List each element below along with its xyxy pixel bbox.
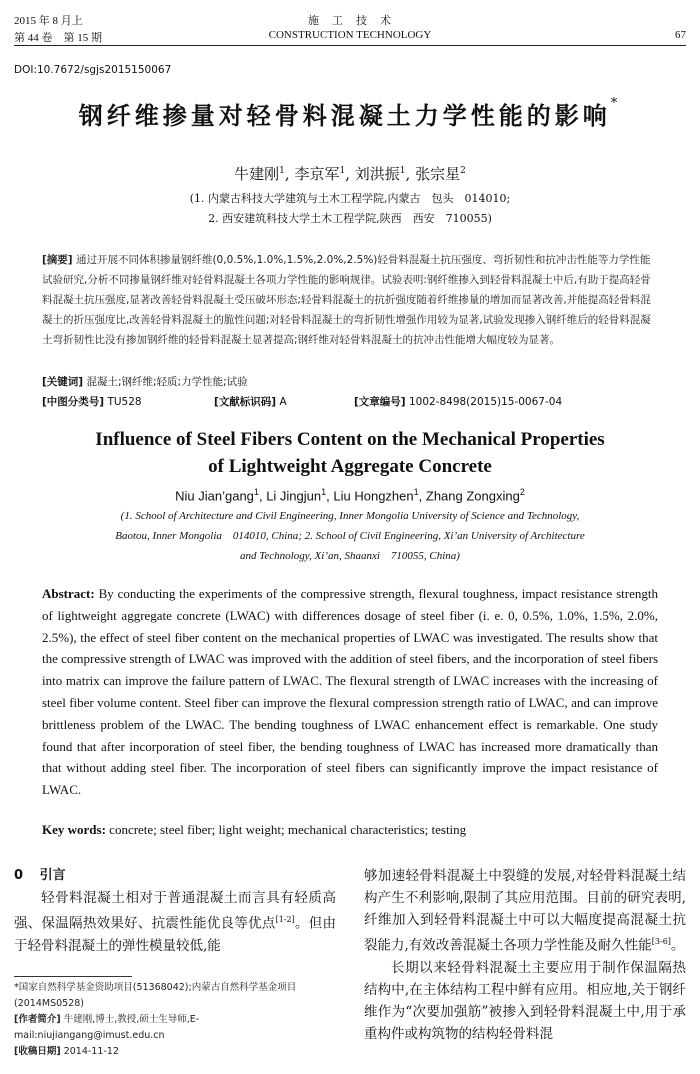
paragraph (14, 887, 336, 957)
header-journal-cn: 施 工 技 术 (308, 15, 392, 27)
header-date: 2015 年 8 月上 (14, 15, 83, 27)
footnote-received-text: 2014-11-12 (63, 1046, 119, 1057)
author-cn: 张宗星 (415, 165, 461, 183)
author-en: Liu Hongzhen (333, 488, 414, 504)
author-en: Li Jingjun (266, 488, 322, 504)
author-en-sep: , (258, 488, 263, 504)
author-en-sep: , (326, 488, 330, 504)
affiliation-cn-2: 2. 西安建筑科技大学土木工程学院,陕西 西安 710055) (208, 212, 492, 225)
author-cn-sep: , (405, 165, 411, 183)
footnote-fund: *国家自然科学基金资助项目(51368042);内蒙古自然科学基金项目(2014MS0528) (14, 982, 297, 1009)
title-en-line-1: Influence of Steel Fibers Content on the Mechanical Properties (95, 429, 605, 450)
header-journal-en: CONSTRUCTION TECHNOLOGY (268, 29, 432, 41)
affiliations-en (40, 506, 660, 566)
author-cn-sup: 2 (460, 166, 466, 176)
author-cn: 李京军 (294, 165, 340, 183)
section-title: 引言 (39, 868, 66, 883)
section-number: 0 (14, 868, 24, 883)
article-no-label: [文章编号] (354, 396, 406, 408)
author-cn-sep: , (284, 165, 290, 183)
author-en-sup: 1 (413, 487, 419, 497)
classification (42, 394, 142, 409)
doc-code-value: A (279, 396, 287, 408)
author-cn: 牛建刚 (234, 165, 280, 183)
author-en: Zhang Zongxing (425, 488, 520, 504)
affiliation-en-line: and Technology, Xi’an, Shaanxi 710055, China) (240, 550, 460, 562)
citation: [1-2] (275, 915, 295, 924)
footnote-author-text: 牛建刚,博士,教授,硕士生导师,E-mail:niujiangang@imust.edu.cn (14, 1014, 200, 1041)
paragraph (364, 865, 686, 957)
title-cn-mark: * (610, 96, 622, 111)
keywords-en-text: concrete; steel fiber; light weight; mechanical characteristics; testing (109, 822, 467, 837)
affiliation-en-line: Baotou, Inner Mongolia 014010, China; 2. School of Civil Engineering, Xi’an University of Architecture (115, 530, 585, 542)
author-cn-sep: , (345, 165, 350, 183)
footnote-received-label: [收稿日期] (14, 1046, 61, 1057)
title-cn-text: 钢纤维掺量对轻骨料混凝土力学性能的影响 (78, 101, 611, 130)
page-number: 67 (675, 29, 686, 41)
abstract-en (42, 583, 658, 801)
paragraph-text: 。 (670, 937, 685, 954)
keywords-en-label: Key words: (42, 822, 106, 837)
author-cn-sup: 1 (399, 166, 406, 176)
footnote-rule (14, 976, 132, 977)
author-en-sup: 2 (519, 487, 525, 497)
doi: DOI:10.7672/sgjs2015150067 (14, 64, 172, 76)
affiliation-en-line: (1. School of Architecture and Civil Engineering, Inner Mongolia University of Science and Technology, (120, 510, 580, 522)
footnote-author (14, 1012, 336, 1044)
author-en-sep: , (418, 488, 423, 504)
authors-cn (0, 163, 700, 184)
author-cn-sup: 1 (279, 166, 285, 176)
author-en-sup: 1 (253, 487, 259, 497)
abstract-en-text: By conducting the experiments of the compressive strength, flexural toughness, impact resistance strength of lightweight aggregate concrete (LWAC) with differences dosage of steel fiber (i. e. 0, 0.5%, 1.0%, 1.5%, 2.0%, 2.5%), the effect of steel fiber content on the mechanical properties of LWAC was investigated. The results show that the compressive strength of LWAC was improved with the addition of steel fibers, and the incorporation of steel fibers into matrix can improve the failure pattern of LWAC. The flexural strength of LWAC increases with the increasing of steel fiber volume content. Steel fiber can improve the flexural compression strength ratio of LWAC, and can improve brittleness problem of the LWAC. The bending toughness of LWAC enhancement effect is remarkable. One study found that after incorporation of steel fiber, the bending toughness of LWAC has increased more dramatically than that without adding steel fiber. The incorporation of steel fibers can significantly improve the impact resistance of LWAC. (42, 586, 659, 798)
abstract-cn-text: 通过开展不同体积掺量钢纤维(0,0.5%,1.0%,1.5%,2.0%,2.5%)轻骨料混凝土抗压强度、弯折韧性和抗冲击性能等力学性能试验研究,分析不同掺量钢纤维对轻骨料混凝土各项力学性能的影响规律。试验表明:钢纤维掺入到轻骨料混凝土中后,有助于提高轻骨料混凝土抗压强度,显著改善轻骨料混凝土受压破坏形态;轻骨料混凝土的抗折强度随着纤维掺量的增加而显著改善,并能提高轻骨料混凝土的折压强度比,改善轻骨料混凝土的脆性问题;对轻骨料混凝土的弯折韧性增强作用较为显著,试验发现掺入钢纤维后的轻骨料混凝土弯折韧性比没有掺加钢纤维的轻骨料混凝土显著提高;钢纤维对轻骨料混凝土的抗冲击性能增大幅度较为显著。 (42, 254, 651, 346)
footnote-author-label: [作者简介] (14, 1014, 61, 1025)
citation: [3-6] (651, 937, 671, 946)
body-column-left (14, 865, 336, 957)
abstract-cn-label: [摘要] (42, 254, 73, 266)
keywords-cn-text: 混凝土;钢纤维;轻质;力学性能;试验 (86, 376, 248, 388)
author-cn: 刘洪振 (354, 165, 400, 183)
title-en (40, 426, 660, 480)
paragraph-text: 。但由于轻骨料混凝土的弹性模量较低,能 (14, 915, 337, 954)
affiliation-cn-1: (1. 内蒙古科技大学建筑与土木工程学院,内蒙古 包头 014010; (189, 192, 511, 205)
title-en-line-2: of Lightweight Aggregate Concrete (208, 456, 492, 477)
keywords-cn-label: [关键词] (42, 376, 84, 388)
footnote-received (14, 1044, 336, 1060)
classification-label: [中图分类号] (42, 396, 105, 408)
paragraph-text: 够加速轻骨料混凝土中裂缝的发展,对轻骨料混凝土结构产生不利影响,限制了其应用范围。目前的研究表明,纤维加入到轻骨料混凝土中可以大幅度提高混凝土抗裂能力,有效改善混凝土各项力学性能及耐久性能 (364, 868, 686, 954)
body-column-right (364, 865, 686, 1045)
abstract-en-label: Abstract: (42, 586, 95, 601)
title-cn (0, 96, 700, 131)
doc-code-label: [文献标识码] (214, 396, 277, 408)
doc-code (214, 394, 287, 409)
section-heading (14, 865, 336, 887)
header-rule (14, 45, 686, 46)
header-volume: 第 44 卷 第 15 期 (14, 32, 102, 44)
abstract-cn (42, 250, 660, 350)
classification-value: TU528 (107, 396, 142, 408)
article-no (354, 394, 562, 409)
authors-en (0, 487, 700, 503)
paragraph: 长期以来轻骨料混凝土主要应用于制作保温隔热结构中,在主体结构工程中鲜有应用。相应地,关于钢纤维作为“次要加强筋”被掺入到轻骨料混凝土中,用于承重构件或构筑物的结构轻骨料混 (364, 959, 686, 1042)
article-no-value: 1002-8498(2015)15-0067-04 (408, 396, 563, 408)
footnotes (14, 980, 336, 1060)
paragraph-text: 轻骨料混凝土相对于普通混凝土而言具有轻质高强、保温隔热效果好、抗震性能优良等优点 (14, 890, 336, 932)
author-en-sup: 1 (321, 487, 327, 497)
keywords-cn (42, 374, 660, 389)
author-cn-sup: 1 (339, 166, 346, 176)
keywords-en (42, 822, 658, 838)
author-en: Niu Jian’gang (175, 488, 254, 504)
